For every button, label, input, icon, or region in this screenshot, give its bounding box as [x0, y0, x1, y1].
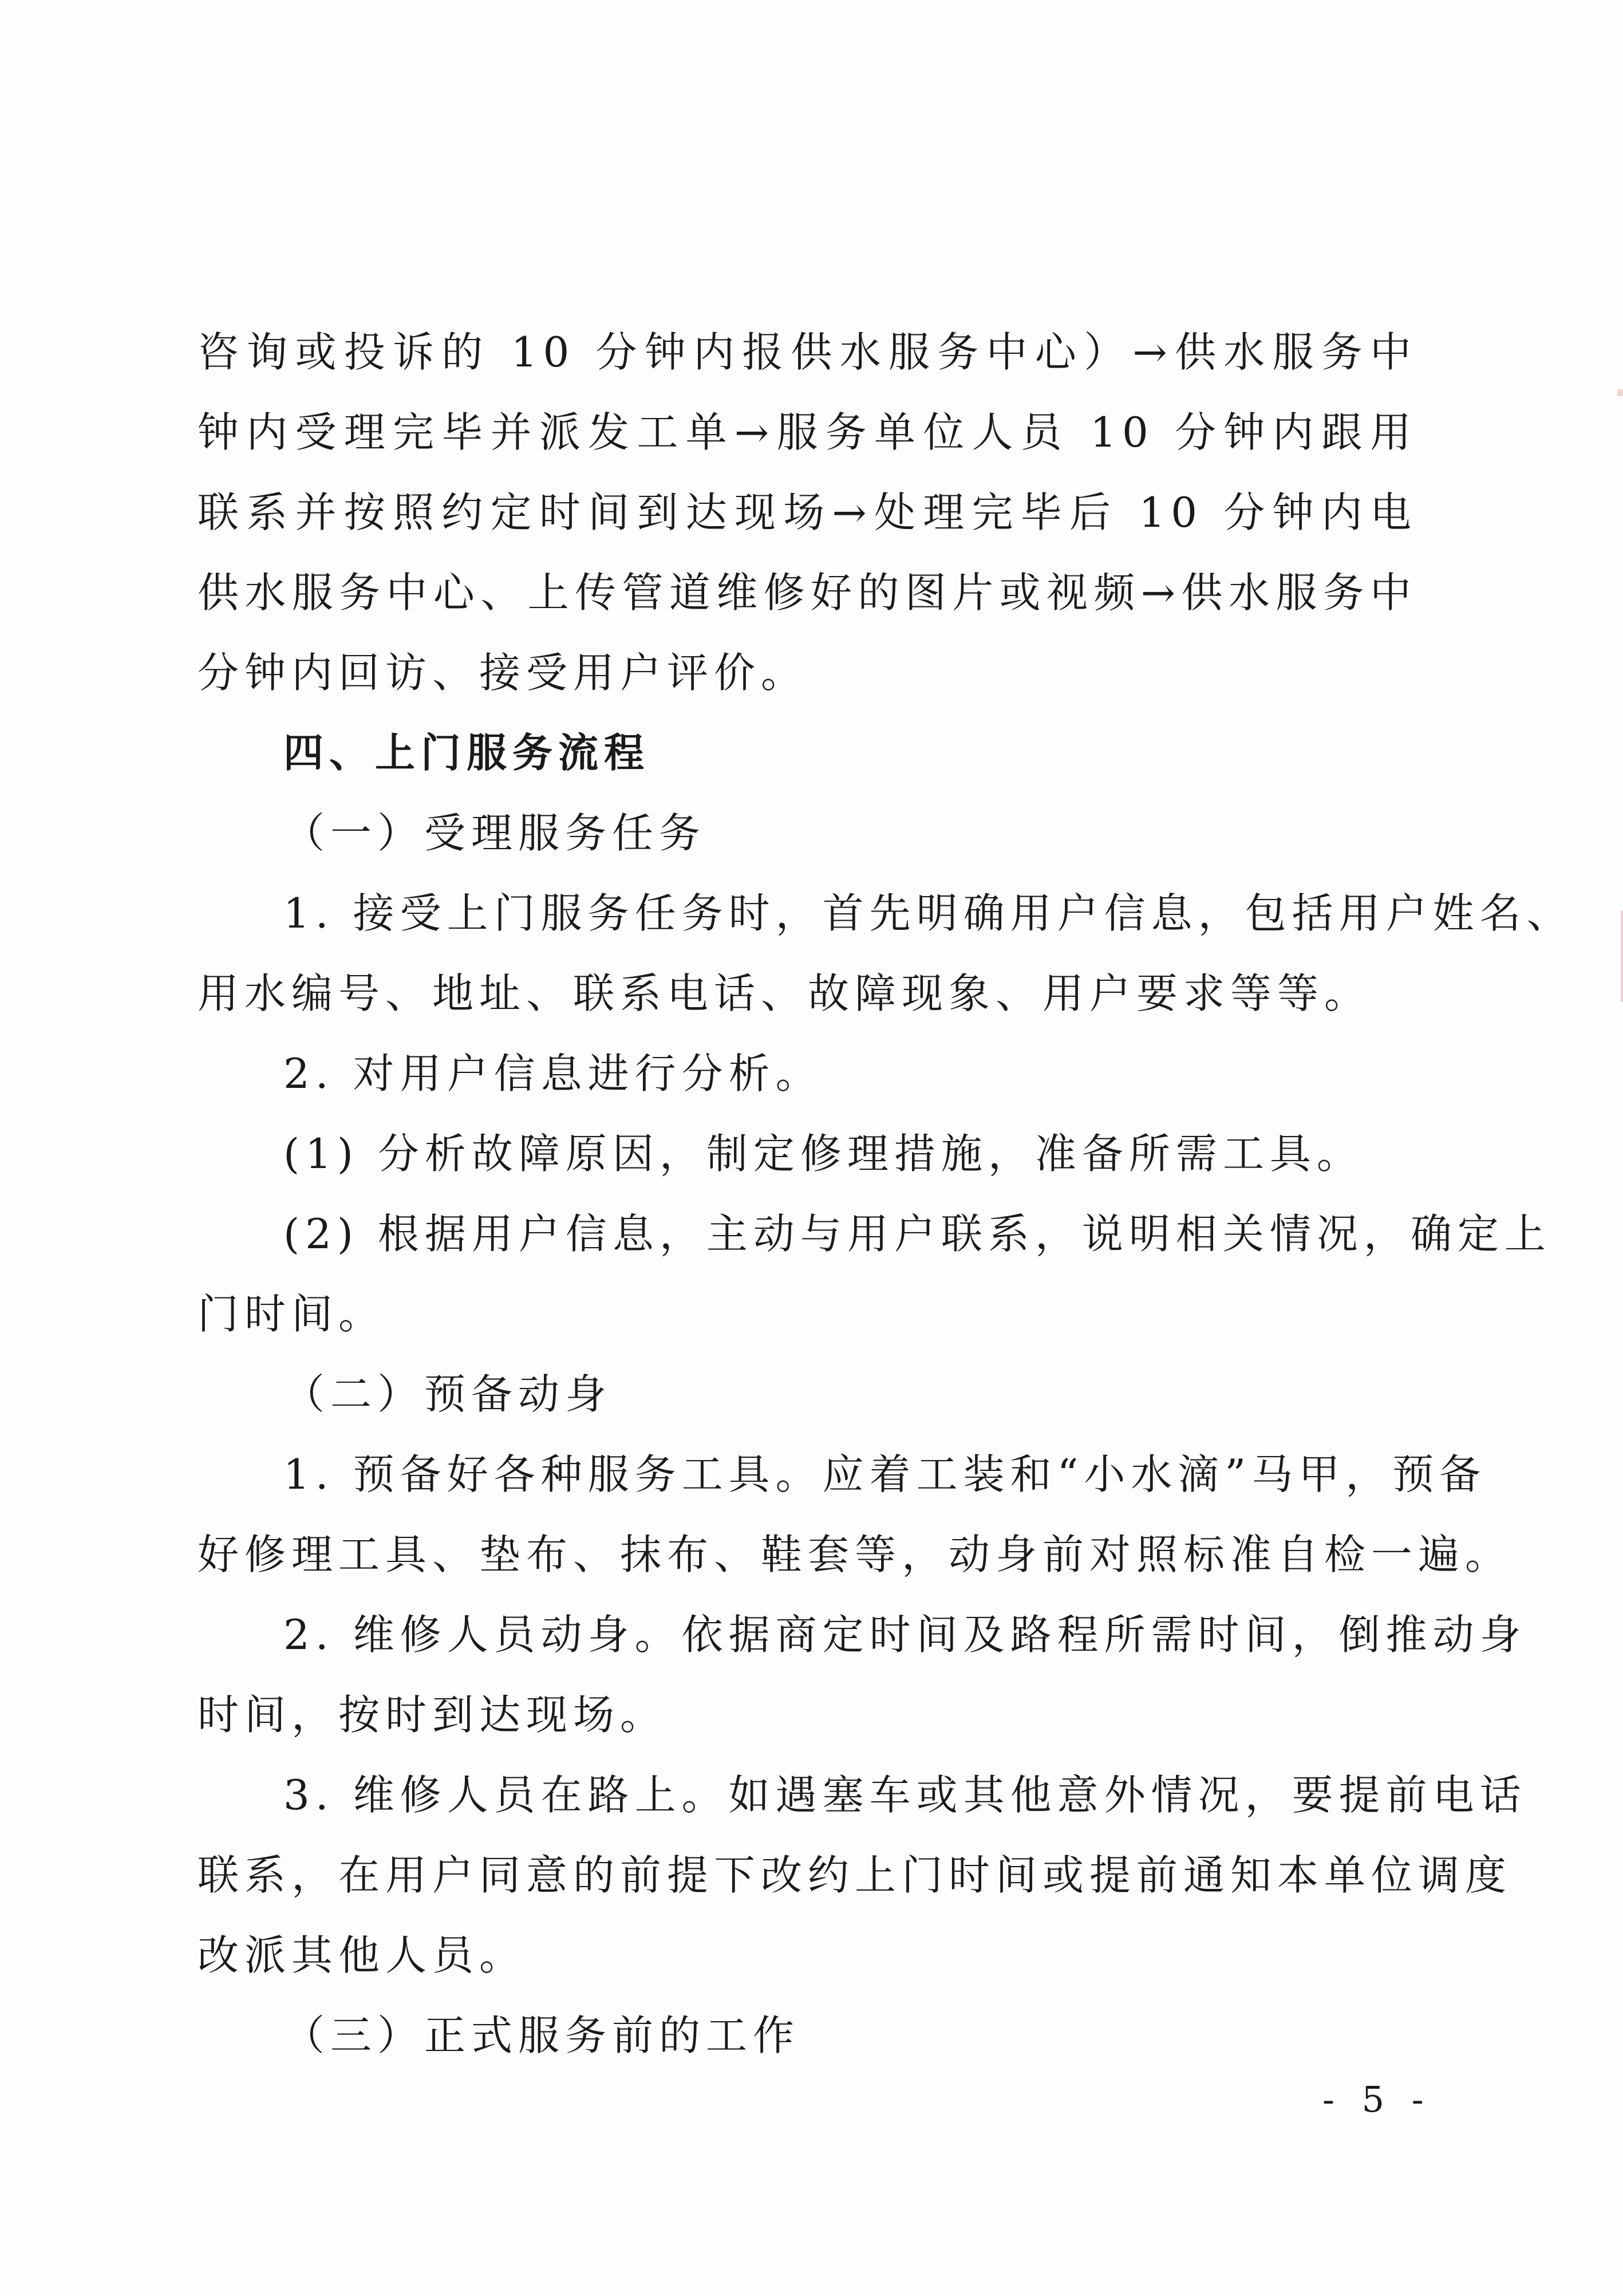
page-number: - 5 -	[1322, 2078, 1432, 2120]
paragraph-line: 2. 对用户信息进行分析。	[283, 1050, 823, 1098]
paragraph-line: 咨询或投诉的 10 分钟内报供水服务中心）→供水服务中	[198, 328, 1417, 376]
subsection-heading: （三）正式服务前的工作	[283, 2011, 800, 2060]
body-text	[198, 312, 1574, 2076]
paragraph-line: (2) 根据用户信息，主动与用户联系，说明相关情况，确定上	[283, 1210, 1551, 1258]
scan-edge-mark	[1617, 389, 1623, 396]
paragraph-line: 钟内受理完毕并派发工单→服务单位人员 10 分钟内跟用	[198, 408, 1417, 456]
paragraph-line: 好修理工具、垫布、抹布、鞋套等，动身前对照标准自检一遍。	[198, 1530, 1513, 1579]
subsection-heading: （一）受理服务任务	[283, 809, 706, 857]
paragraph-line: 分钟内回访、接受用户评价。	[198, 649, 808, 697]
paragraph-line: 时间，按时到达现场。	[198, 1691, 668, 1739]
paragraph-line: 联系并按照约定时间到达现场→处理完毕后 10 分钟内电	[198, 488, 1417, 536]
paragraph-line: 3. 维修人员在路上。如遇塞车或其他意外情况，要提前电话	[283, 1771, 1527, 1819]
paragraph-line: 门时间。	[198, 1290, 386, 1338]
paragraph-line: 供水服务中心、上传管道维修好的图片或视频→供水服务中	[198, 569, 1417, 617]
scan-edge-mark	[1621, 910, 1623, 1002]
paragraph-line: 联系，在用户同意的前提下改约上门时间或提前通知本单位调度	[198, 1851, 1513, 1899]
subsection-heading: （二）预备动身	[283, 1370, 613, 1418]
paragraph-line: 用水编号、地址、联系电话、故障现象、用户要求等等。	[198, 969, 1372, 1017]
section-heading: 四、上门服务流程	[283, 729, 650, 776]
paragraph-line: 1. 接受上门服务任务时，首先明确用户信息，包括用户姓名、	[283, 889, 1574, 937]
paragraph-line: 2. 维修人员动身。依据商定时间及路程所需时间，倒推动身	[283, 1611, 1527, 1659]
paragraph-line: (1) 分析故障原因，制定修理措施，准备所需工具。	[283, 1130, 1364, 1178]
paragraph-line: 改派其他人员。	[198, 1931, 527, 1979]
paragraph-line: 1. 预备好各种服务工具。应着工装和“小水滴”马甲，预备	[283, 1450, 1487, 1498]
